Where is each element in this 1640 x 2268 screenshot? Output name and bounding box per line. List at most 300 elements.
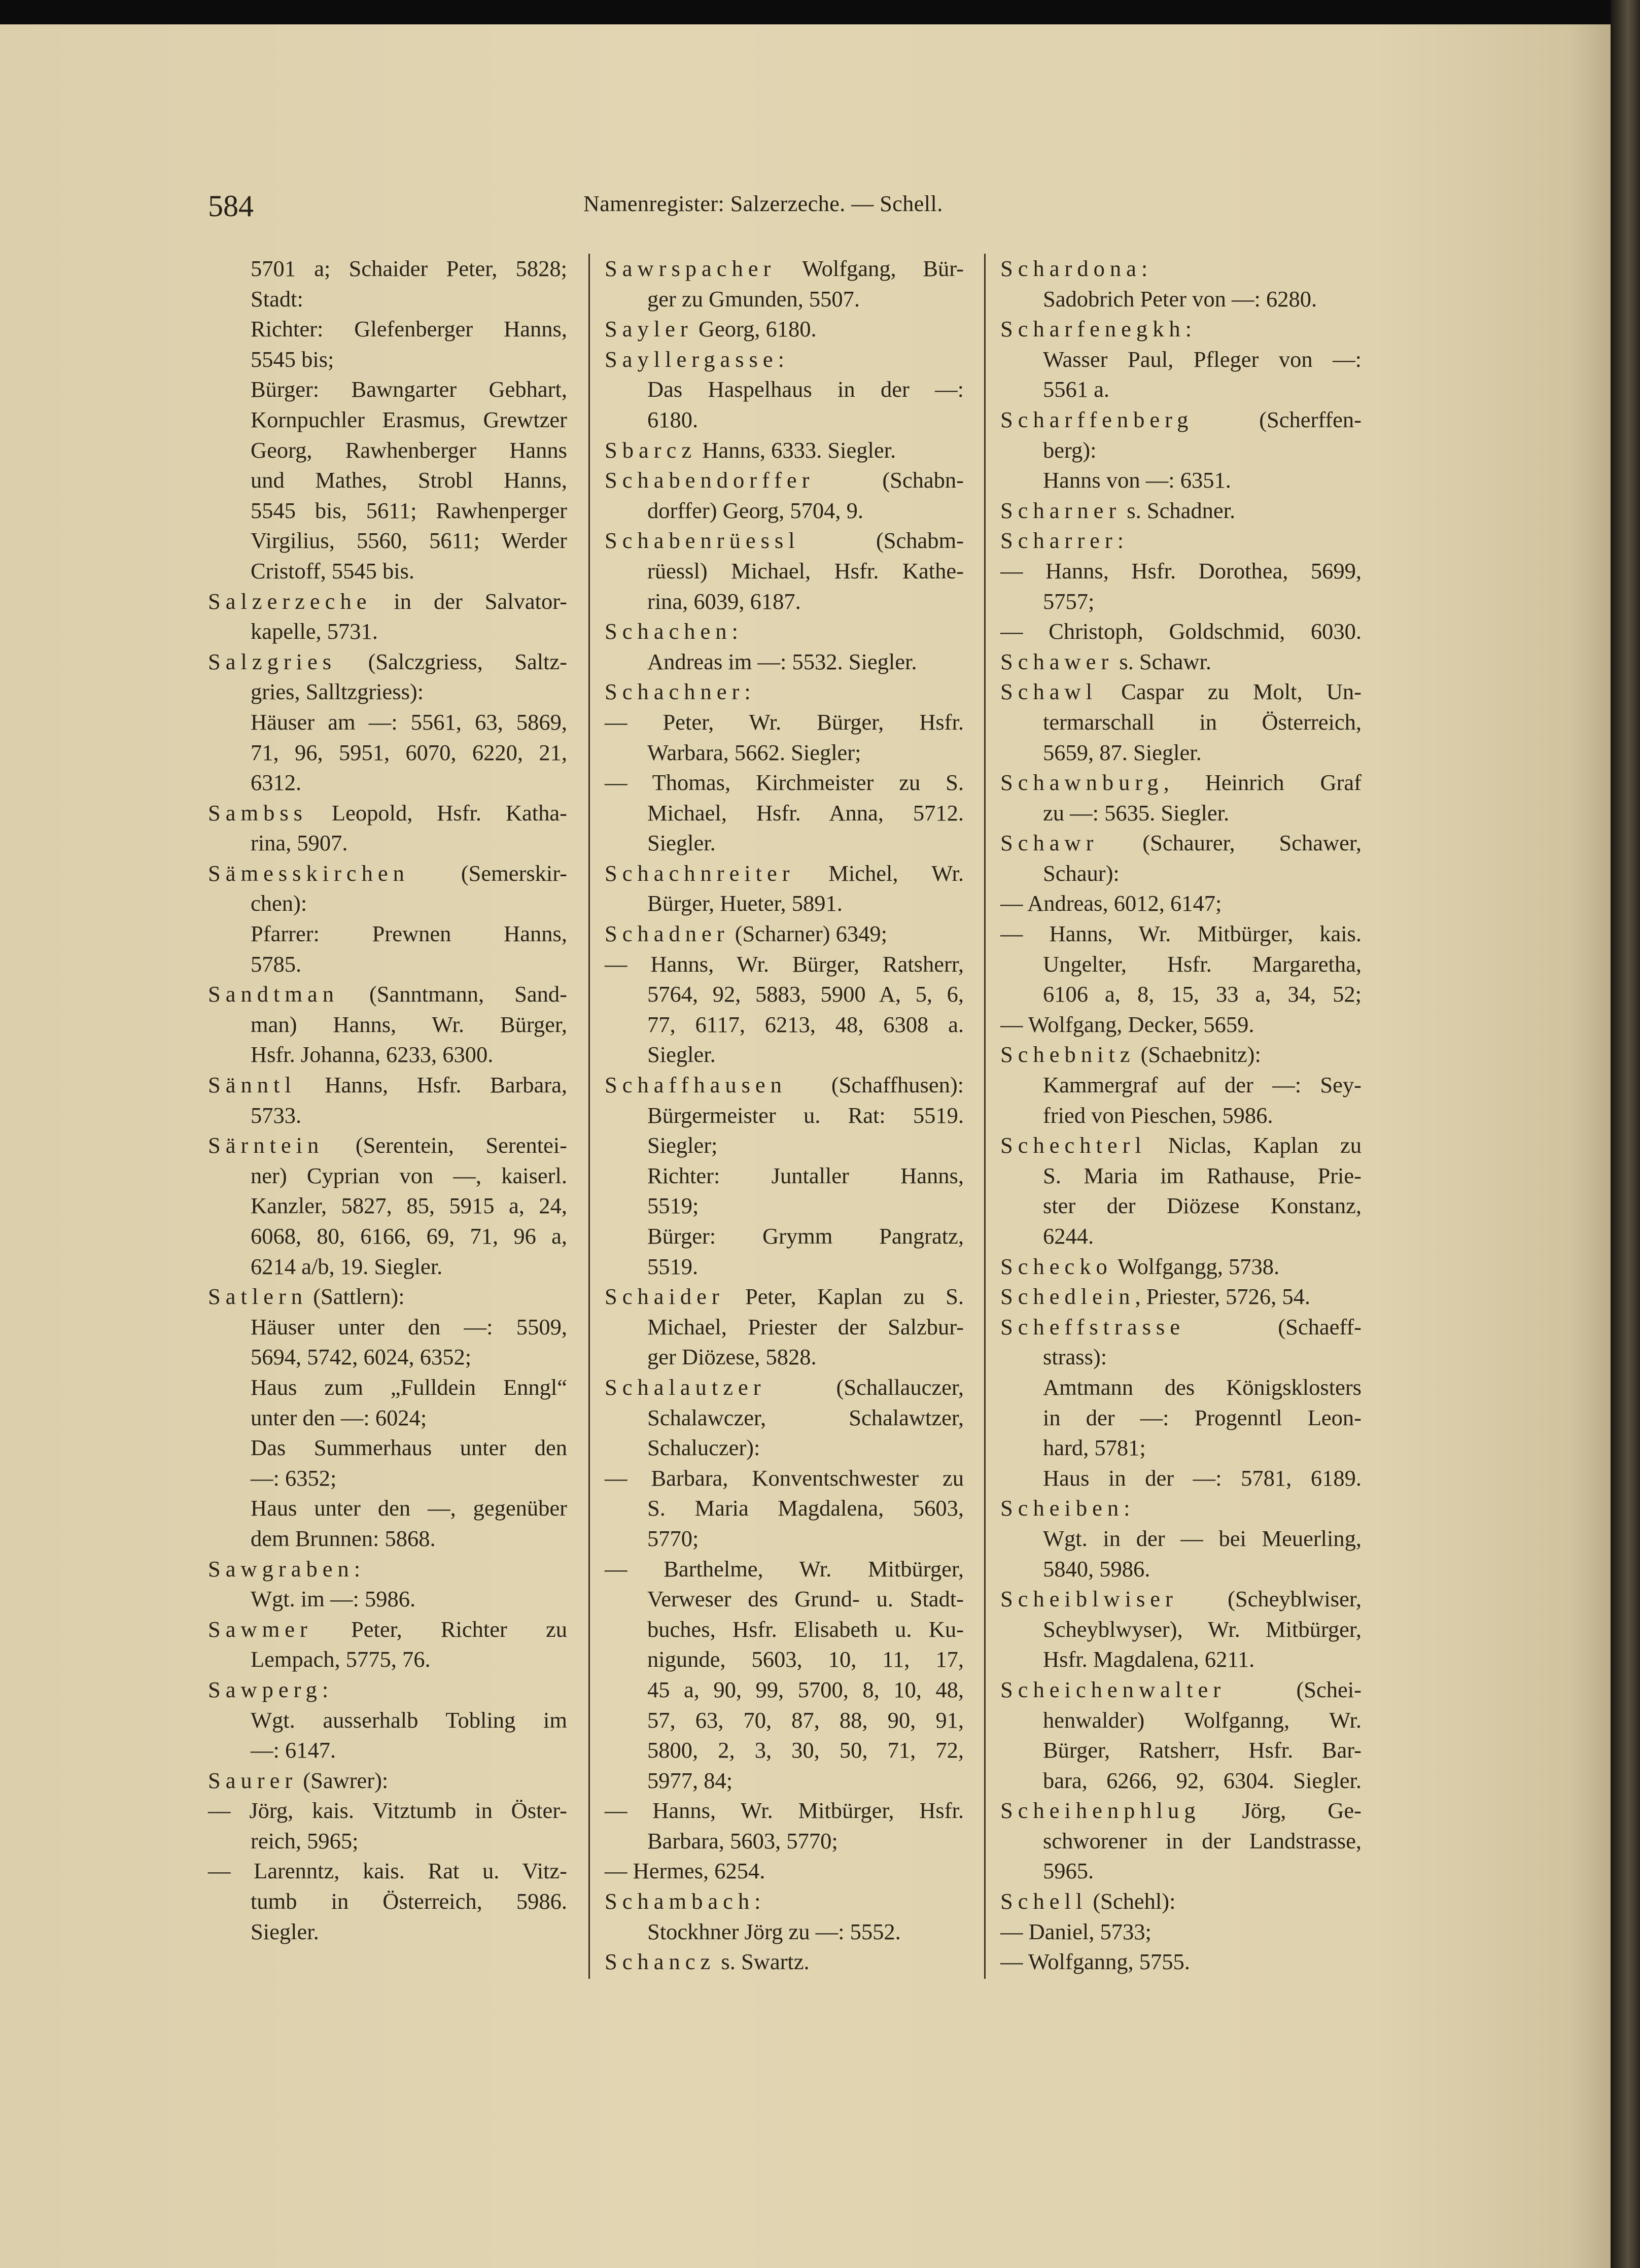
index-text: 45 a, 90, 99, 5700, 8, 10, 48, (647, 1676, 964, 1702)
index-headword: Salzgries (208, 648, 337, 674)
index-line (605, 1675, 964, 1705)
index-line (208, 314, 567, 345)
index-line (1000, 1524, 1362, 1554)
index-text: 5965. (1043, 1858, 1094, 1884)
index-line (605, 1101, 964, 1131)
index-text: ger zu Gmunden, 5507. (647, 286, 860, 312)
index-line (605, 798, 964, 829)
index-text: : (731, 618, 738, 644)
index-text: 5694, 5742, 6024, 6352; (251, 1344, 472, 1370)
index-text: Kanzler, 5827, 85, 5915 a, 24, (251, 1193, 567, 1219)
index-line (1000, 1070, 1362, 1101)
index-text: s. Swartz. (715, 1949, 810, 1975)
index-line (208, 1554, 567, 1585)
index-text: termarschall in Österreich, (1043, 709, 1362, 735)
index-text: Bürger: Grymm Pangratz, (647, 1223, 964, 1249)
index-headword: Sämesskirchen (208, 860, 409, 886)
index-text: 5659, 87. Siegler. (1043, 739, 1202, 765)
index-text: (Schabm- (799, 528, 964, 554)
index-text: man) Hanns, Wr. Bürger, (251, 1011, 567, 1037)
index-text: Siegler; (647, 1132, 718, 1158)
index-line (1000, 1433, 1362, 1463)
index-line (1000, 1161, 1362, 1191)
index-headword: Scheffstrasse (1000, 1314, 1185, 1339)
index-line (208, 828, 567, 858)
index-text: 5701 a; Schaider Peter, 5828; (251, 256, 567, 281)
index-line (605, 405, 964, 435)
index-headword: Schadner (605, 921, 729, 947)
index-line (605, 1252, 964, 1282)
index-line (605, 1433, 964, 1463)
index-line (1000, 1856, 1362, 1886)
index-text: und Mathes, Strobl Hanns, (251, 467, 567, 493)
column-rule (984, 254, 986, 1979)
index-text: 5733. (251, 1102, 302, 1128)
index-headword: Sawmer (208, 1616, 312, 1642)
index-line (208, 1463, 567, 1494)
index-text: Häuser unter den —: 5509, (251, 1314, 567, 1339)
index-text: (Serentein, Serentei- (324, 1132, 567, 1158)
index-line (1000, 1010, 1362, 1040)
index-text: Bürger, Ratsherr, Hsfr. Bar- (1043, 1737, 1362, 1763)
index-line (1000, 1644, 1362, 1675)
index-text: 6180. (647, 406, 699, 432)
index-text: Hanns von —: 6351. (1043, 467, 1231, 493)
index-headword: Schechterl (1000, 1132, 1146, 1158)
index-text: —: 6147. (251, 1737, 336, 1763)
index-headword: Sawperg (208, 1676, 322, 1702)
index-headword: Scheiben (1000, 1495, 1124, 1521)
index-text: Peter, Kaplan zu S. (724, 1284, 964, 1310)
index-line (605, 374, 964, 405)
index-text: Wgt. ausserhalb Tobling im (251, 1707, 567, 1733)
index-line (1000, 616, 1362, 647)
index-text: rüessl) Michael, Hsfr. Kathe- (647, 558, 964, 583)
index-headword: Schabenrüessl (605, 528, 800, 554)
index-text: — Wolfganng, 5755. (1000, 1949, 1190, 1975)
index-line (1000, 888, 1362, 919)
index-line (208, 1130, 567, 1161)
index-headword: Sayler (605, 316, 693, 342)
index-line (208, 979, 567, 1010)
index-text: Leopold, Hsfr. Katha- (307, 800, 567, 826)
index-headword: Scharfenegkh (1000, 316, 1185, 342)
index-headword: Schachner (605, 679, 745, 705)
index-text: 6106 a, 8, 15, 33 a, 34, 52; (1043, 981, 1362, 1007)
index-text: 5519. (647, 1253, 699, 1279)
index-text: 5977, 84; (647, 1767, 733, 1793)
index-line (1000, 1766, 1362, 1796)
index-line (1000, 1130, 1362, 1161)
index-line (1000, 435, 1362, 466)
index-line (208, 707, 567, 738)
index-headword: Scharner (1000, 497, 1122, 523)
index-line (1000, 345, 1362, 375)
index-headword: Särntein (208, 1132, 324, 1158)
index-text: 6214 a/b, 19. Siegler. (251, 1253, 443, 1279)
index-line (605, 1886, 964, 1917)
index-line (208, 677, 567, 707)
index-text: — Jörg, kais. Vitztumb in Öster- (208, 1798, 567, 1824)
index-line (208, 496, 567, 526)
index-line (208, 798, 567, 829)
index-line (1000, 1947, 1362, 1977)
index-headword: Schaider (605, 1284, 724, 1310)
index-text: zu —: 5635. Siegler. (1043, 800, 1230, 826)
index-line (1000, 677, 1362, 707)
index-text: 5764, 92, 5883, 5900 A, 5, 6, (647, 981, 964, 1007)
index-text: ner) Cyprian von —, kaiserl. (251, 1162, 567, 1188)
index-text: : (354, 1556, 361, 1582)
index-text: 5770; (647, 1525, 699, 1551)
index-line (208, 738, 567, 768)
index-line (605, 677, 964, 707)
index-headword: Scharrer (1000, 528, 1118, 554)
index-line (1000, 556, 1362, 587)
index-line (1000, 284, 1362, 315)
index-line (1000, 1735, 1362, 1766)
index-text: 5519; (647, 1193, 699, 1219)
index-line (605, 465, 964, 496)
index-line (208, 1191, 567, 1221)
index-headword: Scheiblwiser (1000, 1586, 1178, 1612)
index-line (208, 647, 567, 677)
index-line (605, 284, 964, 315)
index-line (1000, 1675, 1362, 1705)
index-line (1000, 405, 1362, 435)
index-line (1000, 1705, 1362, 1736)
index-text: Lempach, 5775, 76. (251, 1646, 431, 1672)
index-text: in der Salvator- (371, 588, 567, 614)
index-line (208, 1312, 567, 1343)
index-line (1000, 647, 1362, 677)
index-text: Schaluczer): (647, 1435, 760, 1461)
index-line (605, 1463, 964, 1494)
index-text: , Heinrich Graf (1163, 770, 1362, 796)
index-line (208, 1161, 567, 1191)
index-text: 71, 96, 5951, 6070, 6220, 21, (251, 739, 567, 765)
index-line (605, 1947, 964, 1977)
index-text: Das Haspelhaus in der —: (647, 376, 964, 402)
index-text: 6244. (1043, 1223, 1094, 1249)
index-text: Stockhner Jörg zu —: 5552. (647, 1918, 901, 1944)
index-headword: Schawnburg (1000, 770, 1164, 796)
index-text: (Scharner) 6349; (729, 921, 887, 947)
page-number: 584 (208, 189, 254, 223)
index-column-3 (1000, 254, 1362, 1977)
index-text: Bürgermeister u. Rat: 5519. (647, 1102, 964, 1128)
index-line (208, 858, 567, 889)
index-line (605, 587, 964, 617)
index-line (208, 1917, 567, 1947)
index-text: —: 6352; (251, 1465, 337, 1491)
running-title: Namenregister: Salzerzeche. — Schell. (583, 191, 943, 216)
index-line (208, 1614, 567, 1645)
index-text: Schalawczer, Schalawtzer, (647, 1404, 964, 1430)
index-text: 5545 bis; (251, 346, 334, 372)
index-line (208, 1705, 567, 1736)
index-headword: Schancz (605, 1949, 716, 1975)
index-text: Wolfgang, Bür- (776, 256, 964, 281)
index-text: Warbara, 5662. Siegler; (647, 739, 861, 765)
index-line (605, 1040, 964, 1070)
index-text: dorffer) Georg, 5704, 9. (647, 497, 863, 523)
index-line (1000, 1584, 1362, 1614)
index-line (208, 587, 567, 617)
index-line (1000, 526, 1362, 556)
index-text: , Priester, 5726, 54. (1135, 1284, 1311, 1310)
index-text: — Wolfgang, Decker, 5659. (1000, 1011, 1254, 1037)
index-headword: Sawgraben (208, 1556, 354, 1582)
index-text: Michel, Wr. (794, 860, 964, 886)
index-text: Haus zum „Fulldein Enngl“ (251, 1374, 567, 1400)
index-text: Michael, Priester der Salzbur- (647, 1314, 964, 1339)
index-text: Barbara, 5603, 5770; (647, 1828, 838, 1853)
index-line (1000, 858, 1362, 889)
index-text: berg): (1043, 437, 1097, 463)
index-text: (Salczgriess, Saltz- (336, 648, 567, 674)
index-line (1000, 738, 1362, 768)
index-text: 5785. (251, 951, 302, 977)
index-text: — Hanns, Wr. Bürger, Ratsherr, (605, 951, 964, 977)
index-line (208, 1282, 567, 1312)
index-line (1000, 1312, 1362, 1343)
index-line (1000, 1493, 1362, 1524)
index-line (605, 556, 964, 587)
index-text: Bürger, Hueter, 5891. (647, 890, 843, 916)
index-line (208, 949, 567, 980)
index-text: Sadobrich Peter von —: 6280. (1043, 286, 1317, 312)
index-text: — Hanns, Wr. Mitbürger, Hsfr. (605, 1798, 964, 1824)
index-line (208, 616, 567, 647)
index-headword: Schecko (1000, 1253, 1112, 1279)
index-line (208, 526, 567, 556)
index-text: schworener in der Landstrasse, (1043, 1828, 1362, 1853)
index-text: rina, 5907. (251, 830, 348, 856)
index-text: Cristoff, 5545 bis. (251, 558, 415, 583)
index-line (605, 1010, 964, 1040)
index-line (605, 526, 964, 556)
index-line (1000, 314, 1362, 345)
index-text: 5800, 2, 3, 30, 50, 71, 72, (647, 1737, 964, 1763)
index-line (1000, 587, 1362, 617)
index-text: dem Brunnen: 5868. (251, 1525, 436, 1551)
index-text: 5757; (1043, 588, 1095, 614)
index-line (208, 1524, 567, 1554)
index-line (1000, 1796, 1362, 1826)
index-headword: Schambach (605, 1888, 755, 1914)
index-line (605, 1826, 964, 1857)
index-text: tumb in Österreich, 5986. (251, 1888, 567, 1914)
index-text: 6068, 80, 6166, 69, 71, 96 a, (251, 1223, 567, 1249)
index-line (605, 979, 964, 1010)
index-text: (Sanntmann, Sand- (338, 981, 567, 1007)
index-line (1000, 1282, 1362, 1312)
index-line (605, 1856, 964, 1886)
index-text: nigunde, 5603, 10, 11, 17, (647, 1646, 964, 1672)
index-text: Siegler. (647, 1042, 716, 1068)
index-text: Häuser am —: 5561, 63, 5869, (251, 709, 567, 735)
index-line (208, 435, 567, 466)
index-line (1000, 1252, 1362, 1282)
index-text: : (744, 679, 751, 705)
index-headword: Schachen (605, 618, 732, 644)
index-line (208, 1826, 567, 1857)
index-line (605, 1312, 964, 1343)
index-text: — Thomas, Kirchmeister zu S. (605, 770, 964, 796)
index-headword: Sayllergasse (605, 346, 778, 372)
index-text: (Schallauczer, (765, 1374, 964, 1400)
index-line (605, 1130, 964, 1161)
index-line (605, 1282, 964, 1312)
index-text: bara, 6266, 92, 6304. Siegler. (1043, 1767, 1362, 1793)
index-column-1 (208, 254, 567, 1947)
index-text: (Schaeff- (1184, 1314, 1362, 1339)
index-text: Haus unter den —, gegenüber (251, 1495, 567, 1521)
index-text: kapelle, 5731. (251, 618, 378, 644)
index-text: — Peter, Wr. Bürger, Hsfr. (605, 709, 964, 735)
index-text: hard, 5781; (1043, 1435, 1146, 1461)
index-headword: Sbarcz (605, 437, 697, 463)
index-line (208, 1070, 567, 1101)
index-line (1000, 1886, 1362, 1917)
index-text: Peter, Richter zu (312, 1616, 567, 1642)
index-line (605, 1796, 964, 1826)
index-text: Hanns, 6333. Siegler. (696, 437, 896, 463)
index-line (605, 647, 964, 677)
index-text: Ungelter, Hsfr. Margaretha, (1043, 951, 1362, 977)
index-line (605, 1917, 964, 1947)
index-text: — Larenntz, kais. Rat u. Vitz- (208, 1858, 567, 1884)
index-line (208, 1766, 567, 1796)
index-line (1000, 1826, 1362, 1857)
index-text: Michael, Hsfr. Anna, 5712. (647, 800, 964, 826)
index-line (1000, 798, 1362, 829)
index-text: (Sattlern): (307, 1284, 405, 1310)
index-line (208, 1584, 567, 1614)
index-line (605, 1221, 964, 1252)
index-line (1000, 768, 1362, 798)
index-text: henwalder) Wolfganng, Wr. (1043, 1707, 1362, 1733)
index-headword: Sawrspacher (605, 256, 776, 281)
index-line (1000, 828, 1362, 858)
index-line (208, 1252, 567, 1282)
index-text: Caspar zu Molt, Un- (1097, 679, 1362, 705)
index-text: (Schehl): (1087, 1888, 1176, 1914)
index-line (208, 1735, 567, 1766)
index-text: S. Maria Magdalena, 5603, (647, 1495, 964, 1521)
index-line (208, 768, 567, 798)
index-line (605, 1614, 964, 1645)
book-spine (1611, 0, 1640, 2268)
index-text: s. Schadner. (1121, 497, 1236, 523)
index-headword: Schell (1000, 1888, 1088, 1914)
index-line (208, 1675, 567, 1705)
index-text: 5840, 5986. (1043, 1556, 1150, 1582)
index-text: gries, Salltzgriess): (251, 679, 424, 705)
index-text: Georg, Rawhenberger Hanns (251, 437, 567, 463)
index-text: reich, 5965; (251, 1828, 359, 1853)
index-text: ster der Diözese Konstanz, (1043, 1193, 1362, 1219)
index-line (1000, 496, 1362, 526)
index-line (605, 616, 964, 647)
index-line (1000, 374, 1362, 405)
index-line (208, 284, 567, 315)
index-text: ger Diözese, 5828. (647, 1344, 817, 1370)
index-text: (Schaebnitz): (1135, 1042, 1261, 1068)
index-headword: Sänntl (208, 1072, 296, 1098)
index-headword: Schawr (1000, 830, 1099, 856)
index-line (1000, 465, 1362, 496)
index-line (1000, 919, 1362, 949)
index-text: 6312. (251, 770, 302, 796)
index-headword: Schabendorffer (605, 467, 815, 493)
index-text: Wolfgangg, 5738. (1112, 1253, 1280, 1279)
index-line (208, 1796, 567, 1826)
index-line (1000, 1463, 1362, 1494)
index-text: — Andreas, 6012, 6147; (1000, 890, 1222, 916)
index-text: Scheyblwyser), Wr. Mitbürger, (1043, 1616, 1362, 1642)
index-text: : (1185, 316, 1192, 342)
index-text: Georg, 6180. (692, 316, 817, 342)
index-line (1000, 1101, 1362, 1131)
index-line (605, 738, 964, 768)
index-line (605, 1766, 964, 1796)
index-line (605, 1644, 964, 1675)
index-text: : (322, 1676, 329, 1702)
index-line (1000, 1342, 1362, 1372)
index-text: : (754, 1888, 761, 1914)
index-headword: Scheichenwalter (1000, 1676, 1226, 1702)
index-text: unter den —: 6024; (251, 1404, 427, 1430)
index-text: (Sawrer): (297, 1767, 389, 1793)
index-line (605, 828, 964, 858)
index-line (605, 1705, 964, 1736)
index-text: rina, 6039, 6187. (647, 588, 801, 614)
index-line (208, 1010, 567, 1040)
index-line (1000, 1191, 1362, 1221)
index-text: Wgt. im —: 5986. (251, 1586, 416, 1612)
index-text: : (778, 346, 785, 372)
column-rule (588, 254, 590, 1979)
index-line (208, 1493, 567, 1524)
index-line (1000, 707, 1362, 738)
index-text: (Schaurer, Schawer, (1098, 830, 1362, 856)
index-line (605, 1191, 964, 1221)
index-text: Das Summerhaus unter den (251, 1435, 567, 1461)
index-headword: Saurer (208, 1767, 298, 1793)
index-headword: Scharffenberg (1000, 406, 1194, 432)
index-line (605, 1403, 964, 1433)
index-text: Hsfr. Magdalena, 6211. (1043, 1646, 1255, 1672)
index-headword: Schardona (1000, 256, 1141, 281)
index-line (605, 1735, 964, 1766)
index-line (605, 1372, 964, 1403)
index-headword: Salzerzeche (208, 588, 372, 614)
index-line (605, 496, 964, 526)
index-line (208, 1856, 567, 1886)
index-text: Richter: Glefenberger Hanns, (251, 316, 567, 342)
index-line (605, 1161, 964, 1191)
index-headword: Scheihenphlug (1000, 1798, 1201, 1824)
index-line (208, 1342, 567, 1372)
index-text: Siegler. (251, 1918, 319, 1944)
index-line (208, 465, 567, 496)
index-line (208, 345, 567, 375)
index-text: Richter: Juntaller Hanns, (647, 1162, 964, 1188)
index-text: — Hanns, Wr. Mitbürger, kais. (1000, 921, 1362, 947)
index-text: Siegler. (647, 830, 716, 856)
